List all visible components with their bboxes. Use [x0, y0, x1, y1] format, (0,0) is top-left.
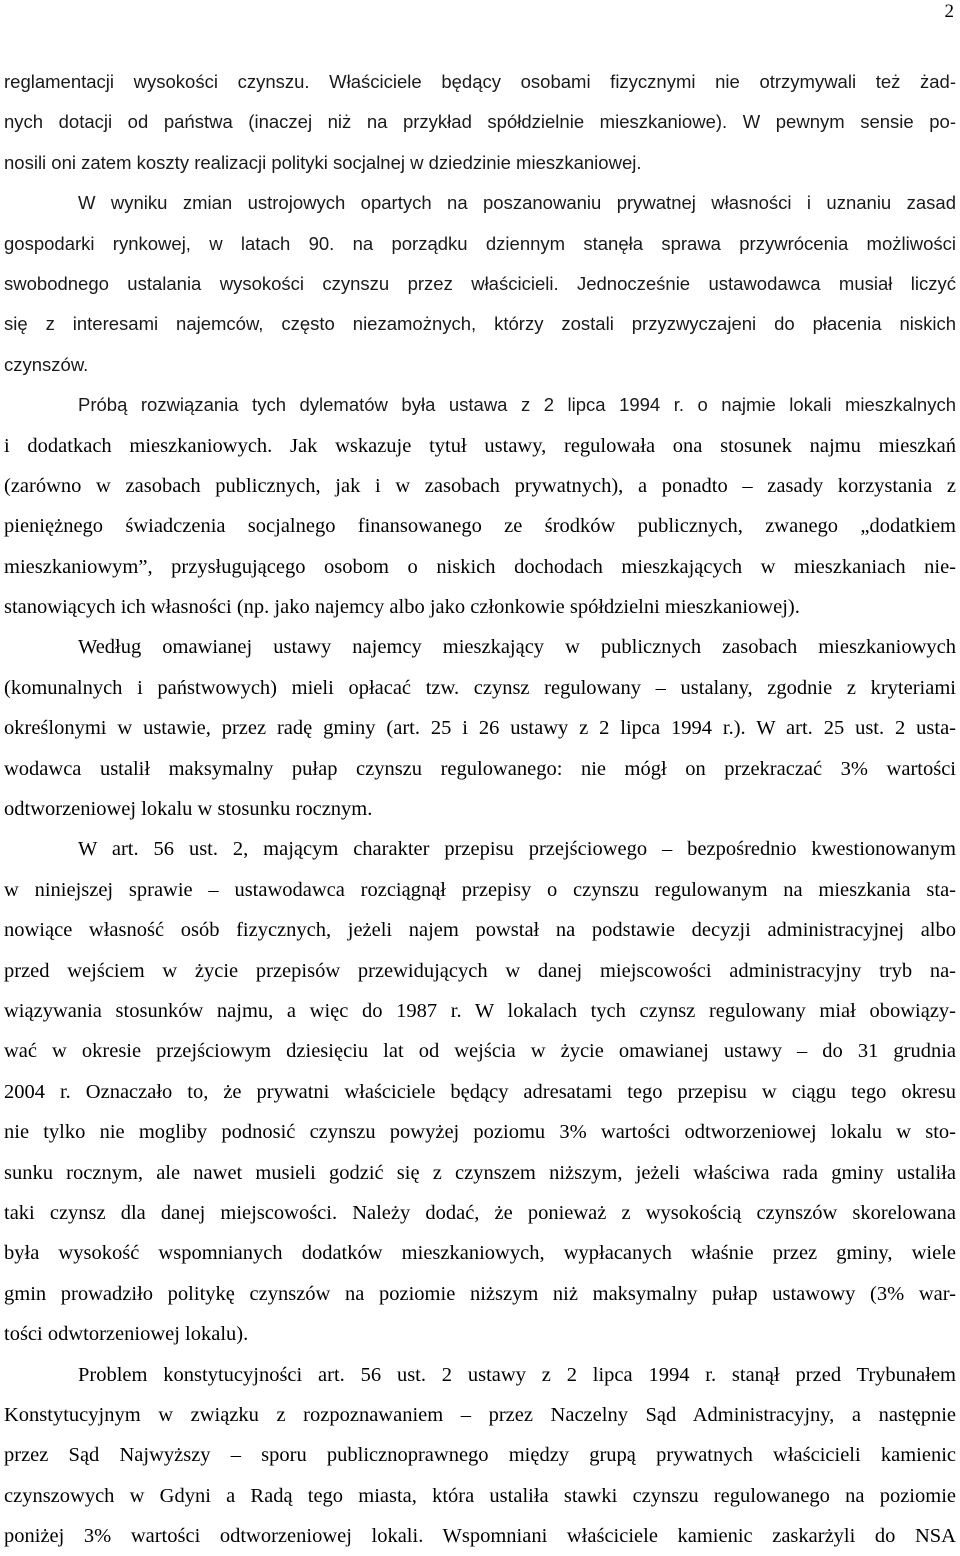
text-line: przed wejściem w życie przepisów przewidujących w danej miejscowości administracyjny tryb na- [4, 959, 956, 982]
text-line: czynszów. [4, 353, 89, 375]
text-line: przez Sąd Najwyższy – sporu publicznoprawnego między grupą prywatnych właścicieli kamienic [4, 1444, 956, 1467]
text-line: nych dotacji od państwa (inaczej niż na przykład spółdzielnie mieszkaniowe). W pewnym sensie po- [4, 111, 956, 133]
text-line: swobodnego ustalania wysokości czynszu przez właścicieli. Jednocześnie ustawodawca musiał liczyć [4, 272, 956, 294]
text-line: mieszkaniowym”, przysługującego osobom o niskich dochodach mieszkających w mieszkaniach nie- [4, 555, 956, 578]
text-line: w niniejszej sprawie – ustawodawca rozciągnął przepisy o czynszu regulowanym na mieszkania sta- [4, 878, 956, 901]
text-line: taki czynsz dla danej miejscowości. Należy dodać, że ponieważ z wysokością czynszów skorelowana [4, 1201, 956, 1224]
text-line: tości odwtorzeniowej lokalu). [4, 1323, 249, 1346]
text-line: Konstytucyjnym w związku z rozpoznawaniem – przez Naczelny Sąd Administracyjny, a następnie [4, 1403, 956, 1426]
text-line: się z interesami najemców, często niezamożnych, którzy zostali przyzwyczajeni do płacenia niskich [4, 313, 956, 335]
text-line: Według omawianej ustawy najemcy mieszkający w publicznych zasobach mieszkaniowych [78, 636, 956, 659]
text-line: wać w okresie przejściowym dziesięciu lat od wejścia w życie omawianej ustawy – do 31 grudnia [4, 1040, 956, 1063]
text-line: reglamentacji wysokości czynszu. Właściciele będący osobami fizycznymi nie otrzymywali też żad- [4, 71, 956, 92]
text-line: wodawca ustalił maksymalny pułap czynszu regulowanego: nie mógł on przekraczać 3% wartości [4, 757, 956, 780]
text-line: nosili oni zatem koszty realizacji polityki socjalnej w dziedzinie mieszkaniowej. [4, 151, 642, 173]
text-line: Próbą rozwiązania tych dylematów była ustawa z 2 lipca 1994 r. o najmie lokali mieszkalnych [78, 394, 956, 416]
text-line: 2004 r. Oznaczało to, że prywatni właściciele będący adresatami tego przepisu w ciągu tego okresu [4, 1080, 956, 1103]
text-line: (komunalnych i państwowych) mieli opłacać tzw. czynsz regulowany – ustalany, zgodnie z kryteriami [4, 676, 956, 699]
document-body [4, 62, 956, 1556]
text-line: (zarówno w zasobach publicznych, jak i w zasobach prywatnych), a ponadto – zasady korzystania z [4, 474, 956, 497]
text-line: sunku rocznym, ale nawet musieli godzić się z czynszem niższym, jeżeli właściwa rada gminy ustaliła [4, 1161, 956, 1184]
text-line: określonymi w ustawie, przez radę gminy (art. 25 i 26 ustawy z 2 lipca 1994 r.). W art. 25 ust. 2 usta- [4, 717, 956, 740]
text-line: czynszowych w Gdyni a Radą tego miasta, która ustaliła stawki czynszu regulowanego na poziomie [4, 1484, 956, 1507]
text-line: gmin prowadziło politykę czynszów na poziomie niższym niż maksymalny pułap ustawowy (3% war- [4, 1282, 956, 1305]
text-line: odtworzeniowej lokalu w stosunku rocznym. [4, 798, 373, 821]
text-line: W wyniku zmian ustrojowych opartych na poszanowaniu prywatnej własności i uznaniu zasad [78, 192, 956, 214]
text-line: gospodarki rynkowej, w latach 90. na porządku dziennym stanęła sprawa przywrócenia możliwości [4, 232, 956, 254]
text-line: wiązywania stosunków najmu, a więc do 1987 r. W lokalach tych czynsz regulowany miał obowiązy- [4, 999, 956, 1022]
text-line: nie tylko nie mogliby podnosić czynszu powyżej poziomu 3% wartości odtworzeniowej lokalu w sto- [4, 1121, 956, 1144]
text-line: była wysokość wspomnianych dodatków mieszkaniowych, wypłacanych właśnie przez gminy, wiele [4, 1242, 956, 1265]
text-line: pieniężnego świadczenia socjalnego finansowanego ze środków publicznych, zwanego „dodatkiem [4, 515, 956, 538]
text-line: poniżej 3% wartości odtworzeniowej lokali. Wspomniani właściciele kamienic zaskarżyli do NSA [4, 1525, 956, 1548]
text-line: stanowiących ich własności (np. jako najemcy albo jako członkowie spółdzielni mieszkaniowej). [4, 596, 800, 619]
text-line: i dodatkach mieszkaniowych. Jak wskazuje tytuł ustawy, regulowała ona stosunek najmu mieszkań [4, 434, 956, 457]
text-line: Problem konstytucyjności art. 56 ust. 2 ustawy z 2 lipca 1994 r. stanął przed Trybunałem [78, 1363, 956, 1386]
text-line: W art. 56 ust. 2, mającym charakter przepisu przejściowego – bezpośrednio kwestionowanym [78, 838, 956, 861]
text-line: nowiące własność osób fizycznych, jeżeli najem powstał na podstawie decyzji administracyjnej albo [4, 919, 956, 942]
page-number: 2 [944, 1, 954, 22]
